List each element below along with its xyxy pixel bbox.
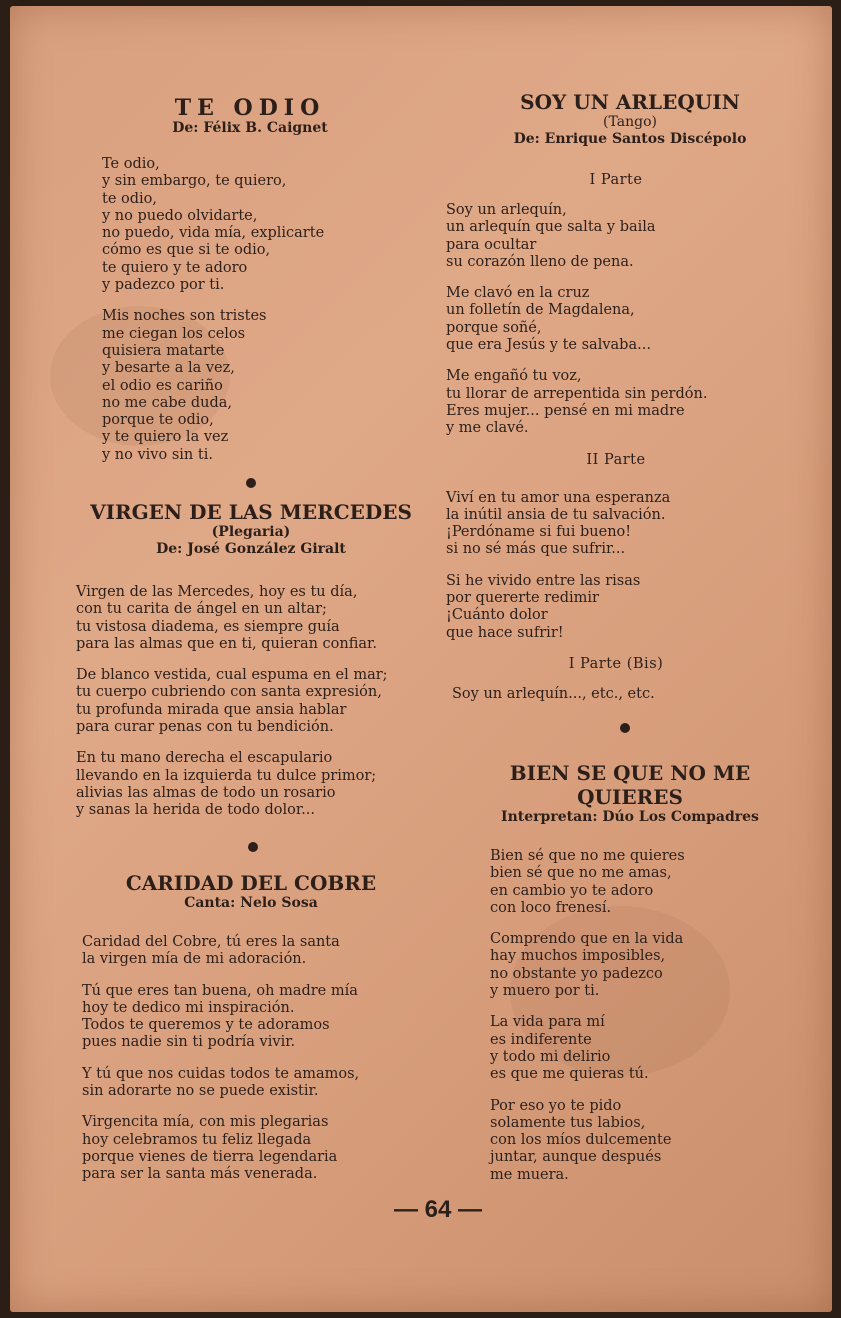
lyric-line: por quererte redimir [446, 590, 599, 607]
lyric-line: ¡Cuánto dolor [446, 607, 548, 624]
lyric-line: y te quiero la vez [102, 429, 229, 446]
lyric-line: llevando en la izquierda tu dulce primor; [76, 767, 377, 784]
song-genre: (Tango) [603, 114, 657, 130]
stanza [446, 202, 786, 271]
lyric-line: Todos te queremos y te adoramos [82, 1017, 330, 1034]
stanza [82, 983, 427, 1052]
lyric-line: la inútil ansia de tu salvación. [446, 506, 666, 523]
song-author: De: José González Giralt [156, 541, 346, 557]
lyric-line: porque te odio, [102, 412, 214, 429]
lyric-line: hay muchos imposibles, [490, 948, 666, 965]
lyric-line: y muero por ti. [490, 983, 600, 1000]
lyric-line: tu profunda mirada que ansia hablar [76, 701, 347, 718]
lyric-line: Mis noches son tristes [102, 308, 267, 325]
lyric-line: Por eso yo te pido [490, 1097, 622, 1114]
stanza [82, 1114, 427, 1183]
stanza [446, 490, 786, 559]
song-title: QUIERES [577, 785, 683, 809]
lyric-line: tu vistosa diadema, es siempre guía [76, 618, 340, 635]
lyric-line: y besarte a la vez, [102, 360, 235, 377]
lyric-line: te quiero y te adoro [102, 259, 248, 276]
lyric-line: Y tú que nos cuidas todos te amamos, [82, 1065, 360, 1082]
lyric-line: no puedo, vida mía, explicarte [102, 225, 325, 242]
separator-dot [246, 478, 256, 488]
page-sheet [10, 6, 832, 1312]
lyric-line: tu llorar de arrepentida sin perdón. [446, 385, 708, 402]
stanza [82, 934, 427, 969]
stanza [102, 308, 422, 464]
lyric-line: De blanco vestida, cual espuma en el mar; [76, 667, 388, 684]
lyric-line: solamente tus labios, [490, 1114, 646, 1131]
song-author: De: Enrique Santos Discépolo [513, 131, 747, 147]
part-heading: I Parte (Bis) [568, 655, 664, 672]
lyric-line: que era Jesús y te salvaba... [446, 337, 651, 354]
song-bien-se [480, 761, 780, 826]
lyric-line: con loco frenesí. [490, 899, 612, 916]
lyric-line: para ser la santa más venerada. [82, 1166, 318, 1183]
lyric-line: Me clavó en la cruz [446, 285, 590, 302]
lyric-line: En tu mano derecha el escapulario [76, 750, 333, 767]
lyric-line: porque vienes de tierra legendaria [82, 1148, 338, 1165]
lyric-line: juntar, aunque después [490, 1149, 662, 1166]
song-caridad-cobre [76, 871, 426, 912]
stanza [446, 368, 786, 437]
lyric-line: no me cabe duda, [102, 394, 233, 411]
song-lyrics [76, 584, 426, 834]
stanza [490, 1098, 790, 1184]
lyric-line: porque soñé, [446, 319, 542, 336]
lyric-line: es que me quieras tú. [490, 1066, 649, 1083]
lyric-line: para curar penas con tu bendición. [76, 719, 334, 736]
lyric-line: Si he vivido entre las risas [446, 572, 641, 589]
lyric-line: en cambio yo te adoro [490, 882, 654, 899]
stanza [490, 848, 790, 917]
stanza [102, 156, 422, 294]
song-arlequin [480, 90, 780, 148]
song-title: SOY UN ARLEQUIN [520, 90, 740, 114]
lyric-line: y no puedo olvidarte, [102, 207, 258, 224]
lyric-line: un arlequín que salta y baila [446, 219, 656, 236]
lyric-line: sin adorarte no se puede existir. [82, 1083, 319, 1100]
lyric-line: Viví en tu amor una esperanza [446, 489, 671, 506]
lyric-line: y sanas la herida de todo dolor... [76, 802, 316, 819]
song-genre: (Plegaria) [211, 524, 291, 540]
lyric-line: que hace sufrir! [446, 624, 564, 641]
lyric-line: es indiferente [490, 1031, 592, 1048]
lyric-line: me ciegan los celos [102, 325, 246, 342]
lyric-line: Tú que eres tan buena, oh madre mía [82, 982, 358, 999]
lyric-line: me muera. [490, 1166, 569, 1183]
song-lyrics [102, 156, 422, 478]
lyric-line: quisiera matarte [102, 342, 225, 359]
lyric-line: para ocultar [446, 236, 537, 253]
song-lyrics [490, 848, 790, 1198]
lyric-line: y sin embargo, te quiero, [102, 173, 287, 190]
stanza [446, 573, 786, 642]
song-lyrics [446, 172, 786, 717]
stanza [490, 931, 790, 1000]
song-lyrics [82, 934, 427, 1198]
lyric-line: ¡Perdóname si fui bueno! [446, 524, 632, 541]
song-title: TE ODIO [174, 95, 326, 121]
stanza [76, 750, 426, 819]
lyric-line: cómo es que si te odio, [102, 242, 271, 259]
song-author: Interpretan: Dúo Los Compadres [501, 809, 759, 825]
lyric-line: Eres mujer... pensé en mi madre [446, 402, 685, 419]
lyric-line: La vida para mí [490, 1014, 605, 1031]
lyric-line: bien sé que no me amas, [490, 865, 672, 882]
lyric-line: el odio es cariño [102, 377, 223, 394]
stanza [82, 1066, 427, 1101]
lyric-line: Bien sé que no me quieres [490, 848, 685, 864]
lyric-line: Te odio, [102, 156, 160, 172]
song-virgen-mercedes [76, 500, 426, 558]
lyric-line: no obstante yo padezco [490, 965, 663, 982]
separator-dot [620, 723, 630, 733]
lyric-line: Comprendo que en la vida [490, 931, 684, 948]
lyric-line: pues nadie sin ti podría vivir. [82, 1034, 296, 1051]
stanza [490, 1014, 790, 1083]
lyric-line: hoy te dedico mi inspiración. [82, 999, 295, 1016]
lyric-line: con los míos dulcemente [490, 1132, 672, 1149]
part-heading: I Parte [589, 172, 643, 188]
separator-dot [248, 842, 258, 852]
lyric-line: hoy celebramos tu feliz llegada [82, 1131, 312, 1148]
lyric-line: y no vivo sin ti. [102, 446, 213, 463]
lyric-line: su corazón lleno de pena. [446, 253, 634, 270]
song-author: Canta: Nelo Sosa [184, 895, 318, 911]
lyric-line: te odio, [102, 190, 158, 207]
song-title: VIRGEN DE LAS MERCEDES [90, 500, 412, 524]
song-author: De: Félix B. Caignet [172, 120, 328, 136]
stanza [446, 285, 786, 354]
lyric-line: si no sé más que sufrir... [446, 541, 626, 558]
lyric-line: Virgen de las Mercedes, hoy es tu día, [76, 584, 358, 600]
song-title: BIEN SE QUE NO ME [509, 761, 751, 785]
lyric-line: Caridad del Cobre, tú eres la santa [82, 934, 340, 950]
lyric-line: Soy un arlequín, [446, 202, 567, 218]
lyric-line: Virgencita mía, con mis plegarias [82, 1114, 329, 1131]
lyric-line: tu cuerpo cubriendo con santa expresión, [76, 684, 382, 701]
stanza [76, 667, 426, 736]
lyric-line: y todo mi delirio [490, 1048, 611, 1065]
song-te-odio [100, 96, 400, 137]
song-ending: Soy un arlequín..., etc., etc. [452, 685, 655, 702]
stanza [76, 584, 426, 653]
lyric-line: con tu carita de ángel en un altar; [76, 601, 327, 618]
song-title: CARIDAD DEL COBRE [125, 871, 377, 895]
lyric-line: alivias las almas de todo un rosario [76, 784, 336, 801]
page-number: — 64 — [394, 1196, 483, 1223]
part-heading: II Parte [586, 451, 646, 468]
lyric-line: y me clavé. [446, 420, 529, 437]
lyric-line: Me engañó tu voz, [446, 368, 582, 385]
lyric-line: para las almas que en ti, quieran confiar. [76, 635, 378, 652]
lyric-line: la virgen mía de mi adoración. [82, 951, 307, 968]
lyric-line: y padezco por ti. [102, 277, 225, 294]
lyric-line: un folletín de Magdalena, [446, 302, 635, 319]
